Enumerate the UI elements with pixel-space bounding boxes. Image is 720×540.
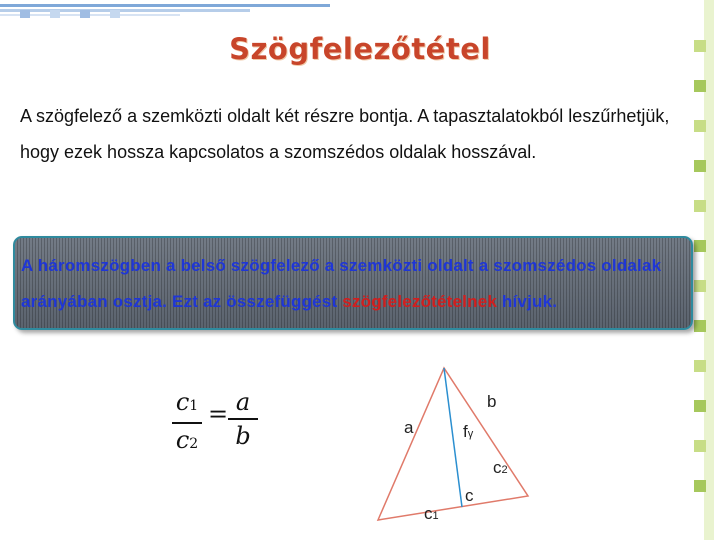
fraction-c1-c2 [172,388,202,458]
fraction-numerator: c1 [175,388,199,416]
side-decoration [690,0,720,540]
equals-sign: = [208,400,229,428]
fraction-bar [228,418,258,420]
header-decoration [0,0,720,30]
theorem-text [21,248,689,320]
side-label-a: a [404,418,414,437]
triangle-shape [378,368,528,520]
theorem-box [13,236,693,330]
fraction-bar [172,422,202,424]
fraction-numerator: a [235,388,251,416]
theorem-text-end: hívjuk. [497,292,558,311]
triangle-figure [370,360,540,530]
side-label-c: c [465,486,474,505]
fraction-a-b [228,388,258,450]
intro-paragraph: A szögfelező a szemközti oldalt két részre bontja. A tapasztalatokból leszűrhetjük, hogy ezek hossza kapcsolatos a szomszédos oldalak hosszával. [20,106,670,162]
fraction-denominator: c2 [175,425,199,454]
segment-label-c1: c1 [424,504,439,523]
side-label-b: b [487,392,497,411]
theorem-text-start: A háromszögben a belső szögfelező a szemközti oldalt a szomszédos oldalak arányában osztja. Ezt az összefüggést [21,256,662,311]
theorem-highlight: szögfelezőtételnek [342,292,497,311]
fraction-denominator: b [235,421,251,450]
triangle-drawing [370,360,540,530]
slide-title: Szögfelezőtétel [229,32,491,66]
bisector-label: fγ [463,422,474,441]
segment-label-c2: c2 [493,458,508,477]
angle-bisector-line [444,368,462,507]
